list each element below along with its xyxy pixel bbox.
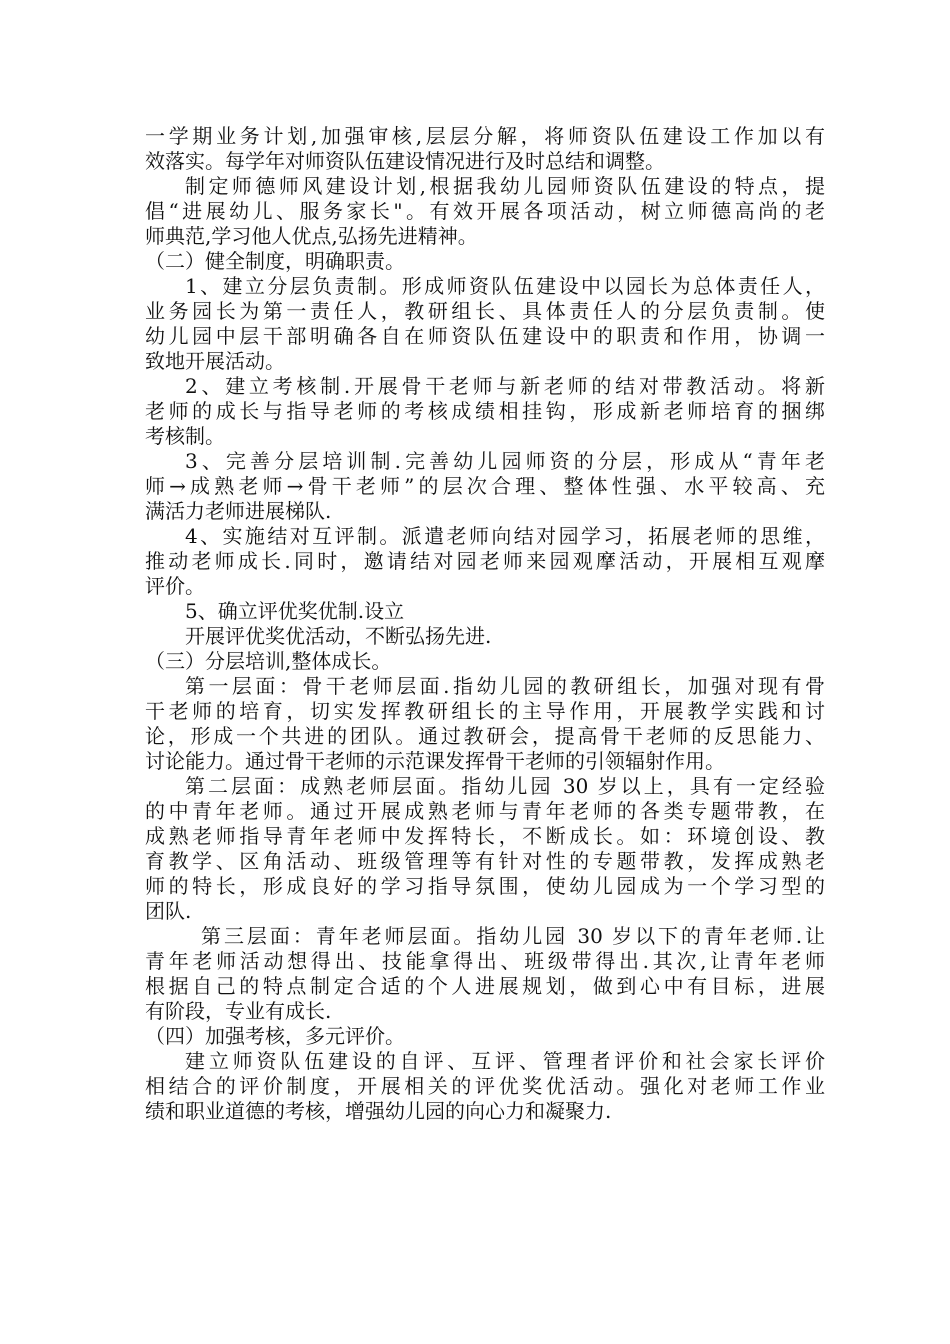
text-line: 成熟老师指导青年老师中发挥特长，不断成长。如：环境创设、教 <box>145 824 825 848</box>
text-line: 一学期业务计划,加强审核,层层分解，将师资队伍建设工作加以有 <box>145 124 825 148</box>
text-line: 幼儿园中层干部明确各自在师资队伍建设中的职责和作用，协调一 <box>145 324 825 348</box>
text-line: 讨论能力。通过骨干老师的示范课发挥骨干老师的引领辐射作用。 <box>145 749 725 773</box>
text-line: 满活力老师进展梯队. <box>145 499 332 523</box>
text-line: 推动老师成长.同时，邀请结对园老师来园观摩活动，开展相互观摩 <box>145 549 825 573</box>
text-line: 绩和职业道德的考核，增强幼儿园的向心力和凝聚力. <box>145 1099 612 1123</box>
text-line: 4、实施结对互评制。派遣老师向结对园学习，拓展老师的思维， <box>185 524 825 548</box>
text-line: 师的特长，形成良好的学习指导氛围，使幼儿园成为一个学习型的 <box>145 874 825 898</box>
text-line: 评价。 <box>145 574 205 598</box>
text-line: 师典范,学习他人优点,弘扬先进精神。 <box>145 224 478 248</box>
text-line: 青年老师活动想得出、技能拿得出、班级带得出.其次,让青年老师 <box>145 949 825 973</box>
text-line: 育教学、区角活动、班级管理等有针对性的专题带教，发挥成熟老 <box>145 849 825 873</box>
text-line: 根据自己的特点制定合适的个人进展规划，做到心中有目标，进展 <box>145 974 825 998</box>
text-line: 开展评优奖优活动，不断弘扬先进. <box>185 624 492 648</box>
text-line: 倡“进展幼儿、服务家长"。有效开展各项活动，树立师德高尚的老 <box>145 199 825 223</box>
text-line: 师→成熟老师→骨干老师”的层次合理、整体性强、水平较高、充 <box>145 474 825 498</box>
text-line: 3、完善分层培训制.完善幼儿园师资的分层，形成从“青年老 <box>185 449 825 473</box>
text-line: 干老师的培育，切实发挥教研组长的主导作用，开展教学实践和讨 <box>145 699 825 723</box>
text-line: 的中青年老师。通过开展成熟老师与青年老师的各类专题带教，在 <box>145 799 825 823</box>
text-line: 第二层面：成熟老师层面。指幼儿园 30 岁以上，具有一定经验 <box>185 774 825 798</box>
section-heading: （四）加强考核，多元评价。 <box>145 1024 405 1048</box>
section-heading: （二）健全制度，明确职责。 <box>145 249 405 273</box>
document-body <box>145 124 825 1124</box>
text-line: 老师的成长与指导老师的考核成绩相挂钩，形成新老师培育的捆绑 <box>145 399 825 423</box>
text-line: 第三层面：青年老师层面。指幼儿园 30 岁以下的青年老师.让 <box>201 924 825 948</box>
text-line: 第一层面：骨干老师层面.指幼儿园的教研组长，加强对现有骨 <box>185 674 825 698</box>
text-line: 相结合的评价制度，开展相关的评优奖优活动。强化对老师工作业 <box>145 1074 825 1098</box>
text-line: 制定师德师风建设计划,根据我幼儿园师资队伍建设的特点，提 <box>185 174 825 198</box>
text-line: 效落实。每学年对师资队伍建设情况进行及时总结和调整。 <box>145 149 665 173</box>
text-line: 论，形成一个共进的团队。通过教研会，提高骨干老师的反思能力、 <box>145 724 825 748</box>
text-line: 有阶段，专业有成长. <box>145 999 332 1023</box>
text-line: 业务园长为第一责任人，教研组长、具体责任人的分层负责制。使 <box>145 299 825 323</box>
text-line: 致地开展活动。 <box>145 349 285 373</box>
text-line: 5、确立评优奖优制.设立 <box>185 599 405 623</box>
text-line: 团队. <box>145 899 192 923</box>
text-line: 1、建立分层负责制。形成师资队伍建设中以园长为总体责任人， <box>185 274 825 298</box>
text-line: 2、建立考核制.开展骨干老师与新老师的结对带教活动。将新 <box>185 374 825 398</box>
text-line: 考核制。 <box>145 424 225 448</box>
text-line: 建立师资队伍建设的自评、互评、管理者评价和社会家长评价 <box>185 1049 825 1073</box>
section-heading: （三）分层培训,整体成长。 <box>145 649 392 673</box>
